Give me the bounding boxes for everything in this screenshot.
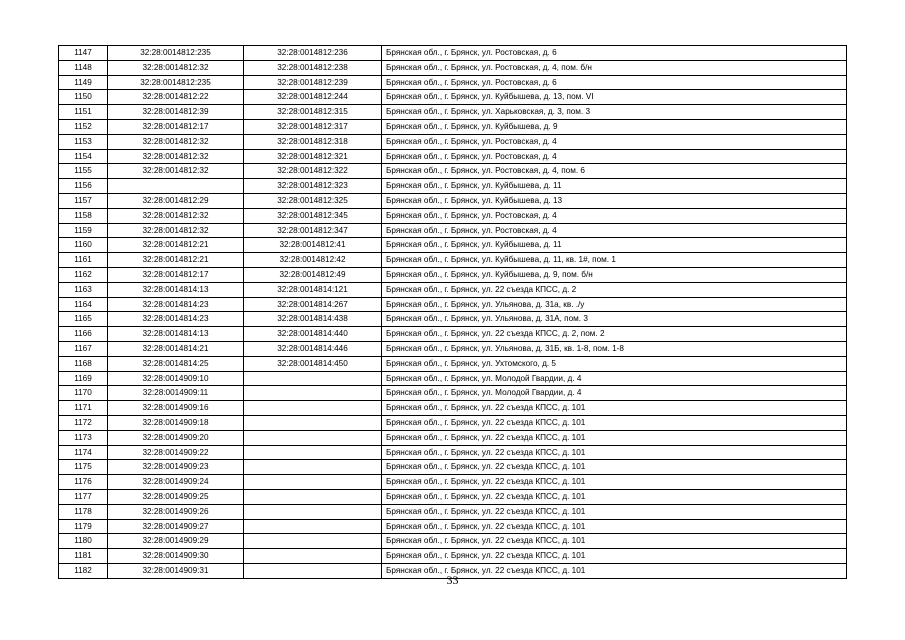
table-row <box>59 401 847 416</box>
address-cell: Брянская обл., г. Брянск, ул. Молодой Гвардии, д. 4 <box>382 386 847 401</box>
table-row <box>59 327 847 342</box>
table-row <box>59 475 847 490</box>
object-cadastral-number-cell: 32:28:0014812:325 <box>244 193 382 208</box>
row-number-cell: 1150 <box>59 90 108 105</box>
cadastral-number-cell: 32:28:0014812:32 <box>108 164 244 179</box>
address-cell: Брянская обл., г. Брянск, ул. Ульянова, д. 31А, пом. 3 <box>382 312 847 327</box>
row-number-cell: 1149 <box>59 75 108 90</box>
table-row <box>59 489 847 504</box>
object-cadastral-number-cell: 32:28:0014814:446 <box>244 341 382 356</box>
object-cadastral-number-cell: 32:28:0014812:317 <box>244 119 382 134</box>
table-row <box>59 504 847 519</box>
address-cell: Брянская обл., г. Брянск, ул. Ульянова, д. 31Б, кв. 1-8, пом. 1-8 <box>382 341 847 356</box>
table-row <box>59 519 847 534</box>
address-cell: Брянская обл., г. Брянск, ул. 22 съезда КПСС, д. 101 <box>382 401 847 416</box>
table-row <box>59 460 847 475</box>
table-row <box>59 134 847 149</box>
object-cadastral-number-cell <box>244 549 382 564</box>
cadastral-number-cell: 32:28:0014814:25 <box>108 356 244 371</box>
row-number-cell: 1168 <box>59 356 108 371</box>
address-cell: Брянская обл., г. Брянск, ул. Куйбышева, д. 9, пом. б/н <box>382 267 847 282</box>
address-cell: Брянская обл., г. Брянск, ул. Куйбышева, д. 11 <box>382 238 847 253</box>
address-cell: Брянская обл., г. Брянск, ул. 22 съезда КПСС, д. 101 <box>382 415 847 430</box>
table-row <box>59 238 847 253</box>
row-number-cell: 1164 <box>59 297 108 312</box>
cadastral-number-cell: 32:28:0014909:16 <box>108 401 244 416</box>
address-cell: Брянская обл., г. Брянск, ул. Ростовская, д. 4 <box>382 223 847 238</box>
object-cadastral-number-cell: 32:28:0014812:315 <box>244 105 382 120</box>
address-cell: Брянская обл., г. Брянск, ул. Ростовская, д. 4 <box>382 208 847 223</box>
table-row <box>59 312 847 327</box>
cadastral-number-cell: 32:28:0014909:11 <box>108 386 244 401</box>
table-row <box>59 282 847 297</box>
row-number-cell: 1163 <box>59 282 108 297</box>
page-number: 33 <box>446 573 459 587</box>
object-cadastral-number-cell <box>244 386 382 401</box>
row-number-cell: 1172 <box>59 415 108 430</box>
row-number-cell: 1181 <box>59 549 108 564</box>
row-number-cell: 1182 <box>59 563 108 578</box>
cadastral-number-cell: 32:28:0014814:13 <box>108 282 244 297</box>
address-cell: Брянская обл., г. Брянск, ул. 22 съезда КПСС, д. 101 <box>382 460 847 475</box>
row-number-cell: 1152 <box>59 119 108 134</box>
object-cadastral-number-cell: 32:28:0014812:49 <box>244 267 382 282</box>
table-row <box>59 430 847 445</box>
table-row <box>59 341 847 356</box>
cadastral-number-cell: 32:28:0014909:30 <box>108 549 244 564</box>
object-cadastral-number-cell: 32:28:0014812:41 <box>244 238 382 253</box>
cadastral-number-cell: 32:28:0014814:23 <box>108 297 244 312</box>
cadastral-number-cell: 32:28:0014909:27 <box>108 519 244 534</box>
table-row <box>59 193 847 208</box>
row-number-cell: 1165 <box>59 312 108 327</box>
address-cell: Брянская обл., г. Брянск, ул. Ухтомского, д. 5 <box>382 356 847 371</box>
cadastral-number-cell: 32:28:0014814:21 <box>108 341 244 356</box>
cadastral-number-cell: 32:28:0014812:32 <box>108 134 244 149</box>
object-cadastral-number-cell <box>244 519 382 534</box>
row-number-cell: 1157 <box>59 193 108 208</box>
cadastral-number-cell: 32:28:0014909:26 <box>108 504 244 519</box>
table-row <box>59 386 847 401</box>
row-number-cell: 1161 <box>59 253 108 268</box>
address-cell: Брянская обл., г. Брянск, ул. Ростовская, д. 4 <box>382 134 847 149</box>
row-number-cell: 1166 <box>59 327 108 342</box>
object-cadastral-number-cell: 32:28:0014812:321 <box>244 149 382 164</box>
table-row <box>59 149 847 164</box>
row-number-cell: 1151 <box>59 105 108 120</box>
cadastral-number-cell: 32:28:0014909:31 <box>108 563 244 578</box>
object-cadastral-number-cell <box>244 445 382 460</box>
object-cadastral-number-cell <box>244 401 382 416</box>
address-cell: Брянская обл., г. Брянск, ул. 22 съезда КПСС, д. 101 <box>382 519 847 534</box>
cadastral-number-cell: 32:28:0014812:21 <box>108 238 244 253</box>
object-cadastral-number-cell: 32:28:0014812:238 <box>244 60 382 75</box>
object-cadastral-number-cell: 32:28:0014812:42 <box>244 253 382 268</box>
row-number-cell: 1156 <box>59 179 108 194</box>
cadastral-number-cell: 32:28:0014909:29 <box>108 534 244 549</box>
table-row <box>59 208 847 223</box>
table-row <box>59 164 847 179</box>
address-cell: Брянская обл., г. Брянск, ул. Куйбышева, д. 13 <box>382 193 847 208</box>
table-row <box>59 105 847 120</box>
table-row <box>59 223 847 238</box>
table-row <box>59 90 847 105</box>
cadastral-number-cell: 32:28:0014812:32 <box>108 60 244 75</box>
table-row <box>59 179 847 194</box>
object-cadastral-number-cell: 32:28:0014812:347 <box>244 223 382 238</box>
object-cadastral-number-cell <box>244 534 382 549</box>
cadastral-number-cell: 32:28:0014812:29 <box>108 193 244 208</box>
object-cadastral-number-cell <box>244 504 382 519</box>
row-number-cell: 1154 <box>59 149 108 164</box>
object-cadastral-number-cell: 32:28:0014814:121 <box>244 282 382 297</box>
address-cell: Брянская обл., г. Брянск, ул. Ростовская, д. 6 <box>382 46 847 61</box>
row-number-cell: 1171 <box>59 401 108 416</box>
object-cadastral-number-cell <box>244 460 382 475</box>
cadastral-number-cell: 32:28:0014812:235 <box>108 46 244 61</box>
object-cadastral-number-cell: 32:28:0014814:438 <box>244 312 382 327</box>
table-row <box>59 253 847 268</box>
object-cadastral-number-cell: 32:28:0014814:450 <box>244 356 382 371</box>
row-number-cell: 1176 <box>59 475 108 490</box>
row-number-cell: 1174 <box>59 445 108 460</box>
object-cadastral-number-cell: 32:28:0014812:322 <box>244 164 382 179</box>
table-row <box>59 267 847 282</box>
address-cell: Брянская обл., г. Брянск, ул. Харьковская, д. 3, пом. 3 <box>382 105 847 120</box>
address-cell: Брянская обл., г. Брянск, ул. Ульянова, д. 31а, кв. ./у <box>382 297 847 312</box>
row-number-cell: 1159 <box>59 223 108 238</box>
address-cell: Брянская обл., г. Брянск, ул. 22 съезда КПСС, д. 101 <box>382 534 847 549</box>
row-number-cell: 1180 <box>59 534 108 549</box>
address-cell: Брянская обл., г. Брянск, ул. 22 съезда КПСС, д. 101 <box>382 430 847 445</box>
table-row <box>59 46 847 61</box>
row-number-cell: 1160 <box>59 238 108 253</box>
object-cadastral-number-cell: 32:28:0014812:318 <box>244 134 382 149</box>
cadastral-number-cell: 32:28:0014909:18 <box>108 415 244 430</box>
address-cell: Брянская обл., г. Брянск, ул. Куйбышева, д. 13, пом. VI <box>382 90 847 105</box>
object-cadastral-number-cell: 32:28:0014812:244 <box>244 90 382 105</box>
table-row <box>59 75 847 90</box>
object-cadastral-number-cell: 32:28:0014812:323 <box>244 179 382 194</box>
cadastral-number-cell: 32:28:0014812:32 <box>108 223 244 238</box>
cadastral-number-cell <box>108 179 244 194</box>
object-cadastral-number-cell <box>244 371 382 386</box>
cadastral-number-cell: 32:28:0014814:23 <box>108 312 244 327</box>
table-row <box>59 534 847 549</box>
cadastral-number-cell: 32:28:0014909:25 <box>108 489 244 504</box>
object-cadastral-number-cell <box>244 430 382 445</box>
cadastral-number-cell: 32:28:0014909:20 <box>108 430 244 445</box>
table-row <box>59 356 847 371</box>
address-cell: Брянская обл., г. Брянск, ул. 22 съезда КПСС, д. 101 <box>382 549 847 564</box>
row-number-cell: 1178 <box>59 504 108 519</box>
row-number-cell: 1148 <box>59 60 108 75</box>
cadastral-number-cell: 32:28:0014812:32 <box>108 149 244 164</box>
object-cadastral-number-cell: 32:28:0014812:345 <box>244 208 382 223</box>
cadastral-number-cell: 32:28:0014812:17 <box>108 267 244 282</box>
cadastral-number-cell: 32:28:0014909:24 <box>108 475 244 490</box>
table-row <box>59 445 847 460</box>
object-cadastral-number-cell: 32:28:0014812:236 <box>244 46 382 61</box>
cadastral-number-cell: 32:28:0014812:21 <box>108 253 244 268</box>
cadastral-number-cell: 32:28:0014909:22 <box>108 445 244 460</box>
cadastral-number-cell: 32:28:0014909:23 <box>108 460 244 475</box>
address-cell: Брянская обл., г. Брянск, ул. 22 съезда КПСС, д. 101 <box>382 504 847 519</box>
cadastral-number-cell: 32:28:0014812:39 <box>108 105 244 120</box>
row-number-cell: 1153 <box>59 134 108 149</box>
row-number-cell: 1170 <box>59 386 108 401</box>
address-cell: Брянская обл., г. Брянск, ул. 22 съезда КПСС, д. 2 <box>382 282 847 297</box>
table-row <box>59 119 847 134</box>
row-number-cell: 1173 <box>59 430 108 445</box>
cadastral-number-cell: 32:28:0014812:17 <box>108 119 244 134</box>
row-number-cell: 1147 <box>59 46 108 61</box>
address-cell: Брянская обл., г. Брянск, ул. Ростовская, д. 4 <box>382 149 847 164</box>
row-number-cell: 1158 <box>59 208 108 223</box>
cadastral-number-cell: 32:28:0014812:22 <box>108 90 244 105</box>
address-cell: Брянская обл., г. Брянск, ул. Куйбышева, д. 11 <box>382 179 847 194</box>
registry-table <box>58 45 847 579</box>
object-cadastral-number-cell <box>244 475 382 490</box>
address-cell: Брянская обл., г. Брянск, ул. Куйбышева, д. 11, кв. 1#, пом. 1 <box>382 253 847 268</box>
address-cell: Брянская обл., г. Брянск, ул. 22 съезда КПСС, д. 101 <box>382 475 847 490</box>
row-number-cell: 1167 <box>59 341 108 356</box>
cadastral-number-cell: 32:28:0014812:235 <box>108 75 244 90</box>
object-cadastral-number-cell: 32:28:0014812:239 <box>244 75 382 90</box>
object-cadastral-number-cell: 32:28:0014814:267 <box>244 297 382 312</box>
object-cadastral-number-cell: 32:28:0014814:440 <box>244 327 382 342</box>
row-number-cell: 1179 <box>59 519 108 534</box>
address-cell: Брянская обл., г. Брянск, ул. Ростовская, д. 6 <box>382 75 847 90</box>
object-cadastral-number-cell <box>244 489 382 504</box>
cadastral-number-cell: 32:28:0014812:32 <box>108 208 244 223</box>
address-cell: Брянская обл., г. Брянск, ул. 22 съезда КПСС, д. 101 <box>382 563 847 578</box>
table-row <box>59 60 847 75</box>
table-row <box>59 415 847 430</box>
address-cell: Брянская обл., г. Брянск, ул. Ростовская, д. 4, пом. б/н <box>382 60 847 75</box>
cadastral-number-cell: 32:28:0014814:13 <box>108 327 244 342</box>
table-row <box>59 549 847 564</box>
table-row <box>59 297 847 312</box>
registry-table-body <box>59 46 847 579</box>
address-cell: Брянская обл., г. Брянск, ул. Куйбышева, д. 9 <box>382 119 847 134</box>
address-cell: Брянская обл., г. Брянск, ул. 22 съезда КПСС, д. 101 <box>382 445 847 460</box>
table-row <box>59 371 847 386</box>
row-number-cell: 1175 <box>59 460 108 475</box>
object-cadastral-number-cell <box>244 415 382 430</box>
address-cell: Брянская обл., г. Брянск, ул. 22 съезда КПСС, д. 2, пом. 2 <box>382 327 847 342</box>
address-cell: Брянская обл., г. Брянск, ул. Ростовская, д. 4, пом. 6 <box>382 164 847 179</box>
row-number-cell: 1177 <box>59 489 108 504</box>
cadastral-number-cell: 32:28:0014909:10 <box>108 371 244 386</box>
row-number-cell: 1155 <box>59 164 108 179</box>
row-number-cell: 1162 <box>59 267 108 282</box>
address-cell: Брянская обл., г. Брянск, ул. 22 съезда КПСС, д. 101 <box>382 489 847 504</box>
address-cell: Брянская обл., г. Брянск, ул. Молодой Гвардии, д. 4 <box>382 371 847 386</box>
row-number-cell: 1169 <box>59 371 108 386</box>
